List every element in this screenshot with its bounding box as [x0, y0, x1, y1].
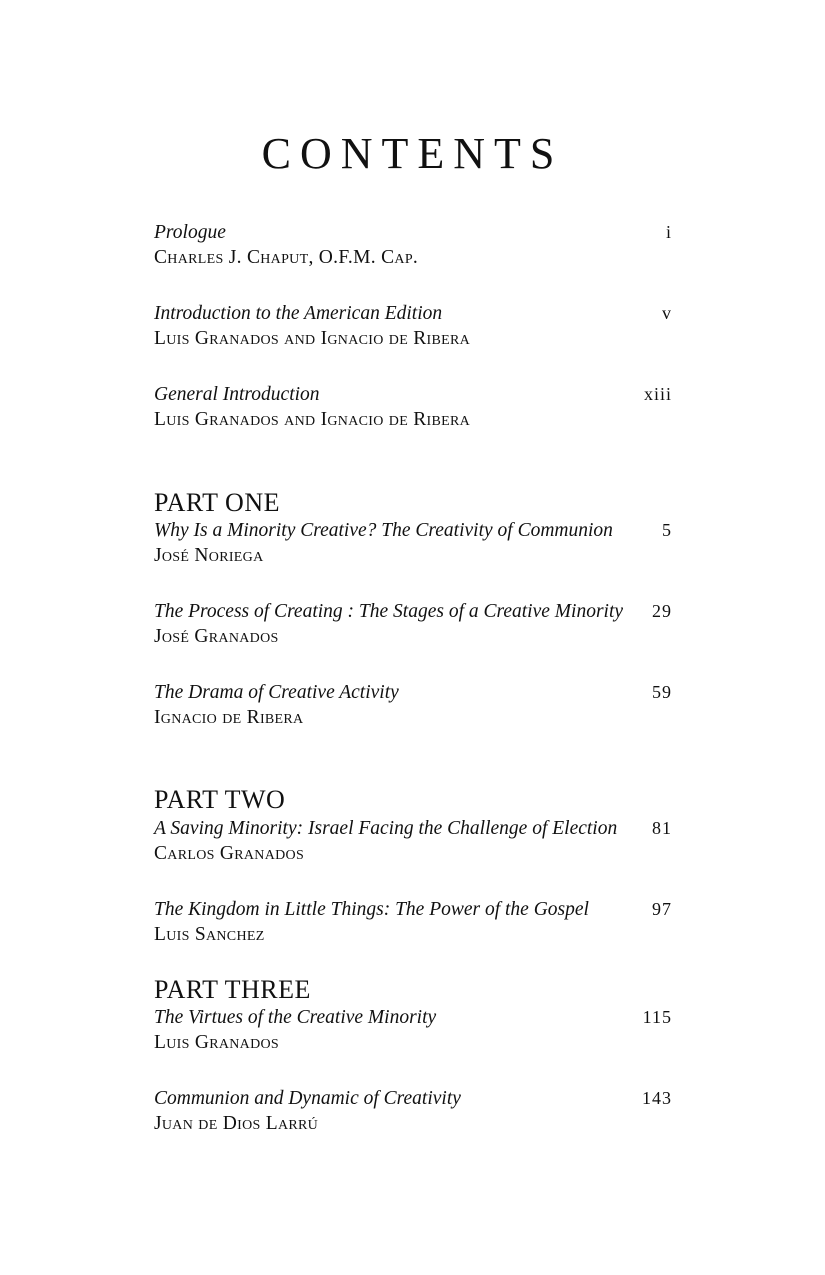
entry-author: Luis Sanchez — [154, 924, 265, 945]
entry-page: i — [665, 222, 672, 242]
toc-entry[interactable] — [154, 1007, 672, 1054]
toc-entry-general-introduction[interactable] — [154, 384, 672, 431]
entry-author: Luis Granados — [154, 1032, 280, 1053]
entry-author: Luis Granados and Ignacio de Ribera — [154, 328, 471, 349]
entry-page: 143 — [642, 1088, 672, 1108]
part-three-heading: PART THREE — [154, 975, 311, 1004]
entry-page: 59 — [652, 682, 672, 702]
entry-author: Carlos Granados — [154, 843, 305, 864]
toc-entry[interactable] — [154, 1088, 672, 1135]
entry-author: Juan de Dios Larrú — [154, 1113, 319, 1134]
entry-title: Introduction to the American Edition — [154, 303, 443, 324]
entry-page: 115 — [642, 1007, 672, 1027]
part-two-heading: PART TWO — [154, 785, 286, 814]
entry-title: General Introduction — [154, 384, 320, 405]
toc-entry[interactable] — [154, 601, 672, 648]
entry-page: xiii — [643, 384, 672, 404]
entry-page: 5 — [662, 520, 672, 540]
entry-title: Prologue — [154, 222, 226, 243]
toc-entry[interactable] — [154, 899, 672, 946]
entry-page: 97 — [652, 899, 672, 919]
entry-author: Ignacio de Ribera — [154, 707, 304, 728]
entry-author: Charles J. Chaput, O.F.M. Cap. — [154, 247, 419, 268]
toc-entry-introduction-american[interactable] — [154, 303, 672, 350]
entry-title: The Kingdom in Little Things: The Power of the Gospel — [154, 899, 589, 920]
entry-author: Luis Granados and Ignacio de Ribera — [154, 409, 471, 430]
entry-title: The Virtues of the Creative Minority — [154, 1007, 437, 1028]
entry-title: Why Is a Minority Creative? The Creativity of Communion — [154, 520, 613, 541]
entry-author: José Granados — [154, 626, 279, 647]
page-title: CONTENTS — [261, 129, 564, 178]
entry-title: The Process of Creating : The Stages of a Creative Minority — [154, 601, 624, 622]
part-one-heading: PART ONE — [154, 488, 280, 517]
toc-entry[interactable] — [154, 682, 672, 729]
entry-title: A Saving Minority: Israel Facing the Challenge of Election — [154, 818, 618, 839]
entry-title: The Drama of Creative Activity — [154, 682, 399, 703]
entry-title: Communion and Dynamic of Creativity — [154, 1088, 461, 1109]
toc-entry-prologue[interactable] — [154, 222, 672, 269]
entry-page: v — [662, 303, 672, 323]
toc-entry[interactable] — [154, 520, 672, 567]
entry-page: 81 — [652, 818, 672, 838]
entry-author: José Noriega — [154, 545, 264, 566]
toc-entry[interactable] — [154, 818, 672, 865]
entry-page: 29 — [652, 601, 672, 621]
